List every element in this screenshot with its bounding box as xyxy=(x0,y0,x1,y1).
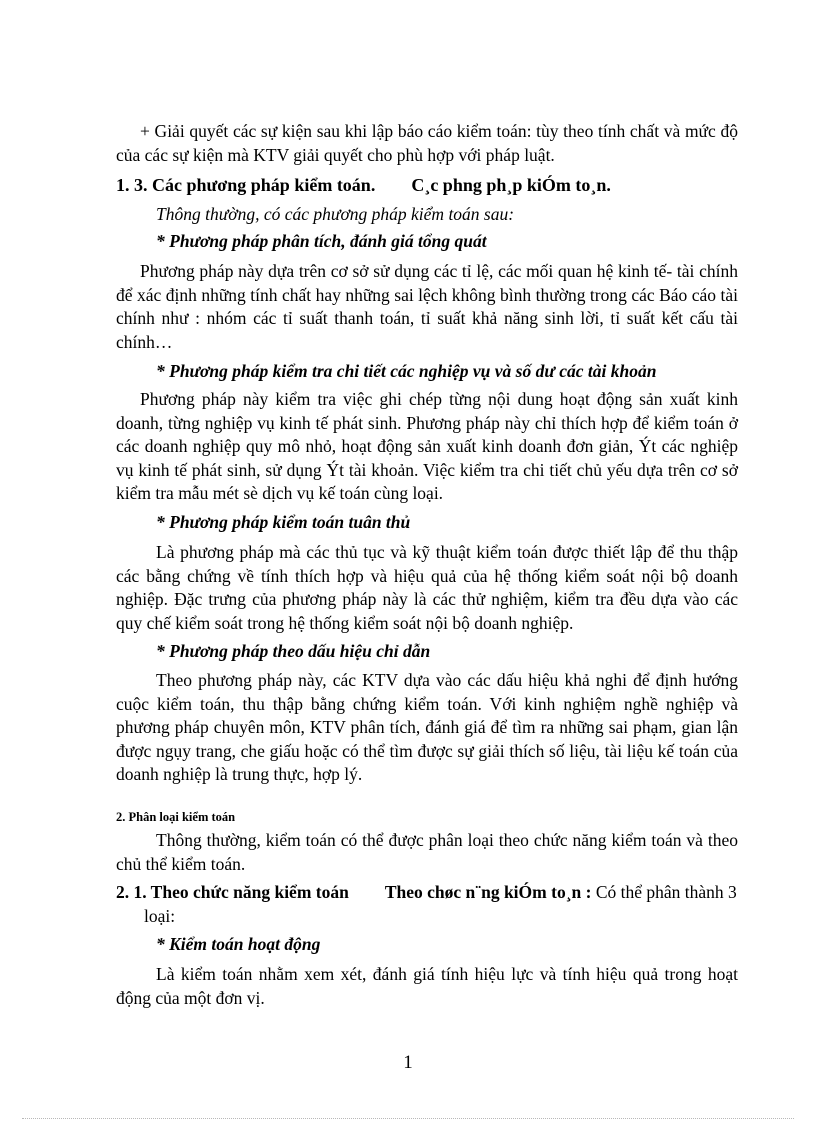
method-1-title: * Phương pháp phân tích, đánh giá tổng quát xyxy=(156,231,487,251)
method-1-body: Phương pháp này dựa trên cơ sở sử dụng các tỉ lệ, các mối quan hệ kinh tế- tài chính để xác định những tính chất hay những sai lệch không bình thường trong các Báo cáo tài chính như : nhóm các tỉ suất thanh toán, tỉ suất khả năng sinh lời, tỉ suất kết cấu tài chính… xyxy=(116,261,738,352)
section-2-1-rest: Có thể phân thành 3 loại: xyxy=(144,882,737,926)
section-intro: Thông thường, có các phương pháp kiểm toán sau: xyxy=(156,204,515,224)
section-2-1-heading xyxy=(116,881,766,928)
section-2-1-garbled: Theo chøc n¨ng kiÓm to¸n : xyxy=(384,882,592,902)
section-title: 1. 3. Các phương pháp kiểm toán. xyxy=(116,175,376,195)
page-bottom-divider xyxy=(22,1118,794,1119)
page-number: 1 xyxy=(403,1052,413,1073)
paragraph-intro: + Giải quyết các sự kiện sau khi lập báo cáo kiểm toán: tùy theo tính chất và mức độ của các sự kiện mà KTV giải quyết cho phù hợp với pháp luật. xyxy=(116,121,738,165)
section-2-heading: 2. Phân loại kiểm toán xyxy=(116,810,236,824)
audit-type-1-title: * Kiểm toán hoạt động xyxy=(156,934,321,954)
method-4-body: Theo phương pháp này, các KTV dựa vào các dấu hiệu khả nghi để định hướng cuộc kiểm toán, thu thập bằng chứng kiểm toán. Với kinh nghiệm nghề nghiệp và phương pháp chuyên môn, KTV phân tích, đánh giá để tìm ra những sai phạm, gian lận được ngụy trang, che giấu hoặc có thể tìm được sự giải thích số liệu, tài liệu kế toán của doanh nghiệp là trung thực, hợp lý. xyxy=(116,670,738,784)
method-4-title: * Phương pháp theo dấu hiệu chỉ dẫn xyxy=(156,641,431,661)
section-2-body: Thông thường, kiểm toán có thể được phân loại theo chức năng kiểm toán và theo chủ thể kiểm toán. xyxy=(116,830,738,874)
section-2-1-title: 2. 1. Theo chức năng kiểm toán xyxy=(116,882,349,902)
method-3-body: Là phương pháp mà các thủ tục và kỹ thuật kiểm toán được thiết lập để thu thập các bằng chứng về tính thích hợp và hiệu quả của hệ thống kiểm soát nội bộ doanh nghiệp. Đặc trưng của phương pháp này là các thử nghiệm, kiểm tra đều dựa vào các quy chế kiểm soát trong hệ thống kiểm soát nội bộ doanh nghiệp. xyxy=(116,542,738,633)
section-title-garbled: C¸c phng ph¸p kiÓm to¸n. xyxy=(411,175,611,195)
method-2-title: * Phương pháp kiểm tra chi tiết các nghiệp vụ và số dư các tài khoản xyxy=(156,361,657,381)
section-1-3-heading xyxy=(116,174,738,198)
audit-type-1-body: Là kiểm toán nhằm xem xét, đánh giá tính hiệu lực và tính hiệu quả trong hoạt động của một đơn vị. xyxy=(116,964,738,1008)
method-3-title: * Phương pháp kiểm toán tuân thủ xyxy=(156,512,411,532)
method-2-body: Phương pháp này kiểm tra việc ghi chép từng nội dung hoạt động sản xuất kinh doanh, từng nghiệp vụ kinh tế phát sinh. Phương pháp này chỉ thích hợp để kiểm toán ở các doanh nghiệp quy mô nhỏ, hoạt động sản xuất kinh doanh đơn giản, Ýt các nghiệp vụ kinh tế phát sinh, sử dụng Ýt tài khoản. Việc kiểm tra chi tiết chủ yếu dựa trên cơ sở kiểm tra mẫu mét sè dịch vụ kế toán cùng loại. xyxy=(116,389,738,503)
